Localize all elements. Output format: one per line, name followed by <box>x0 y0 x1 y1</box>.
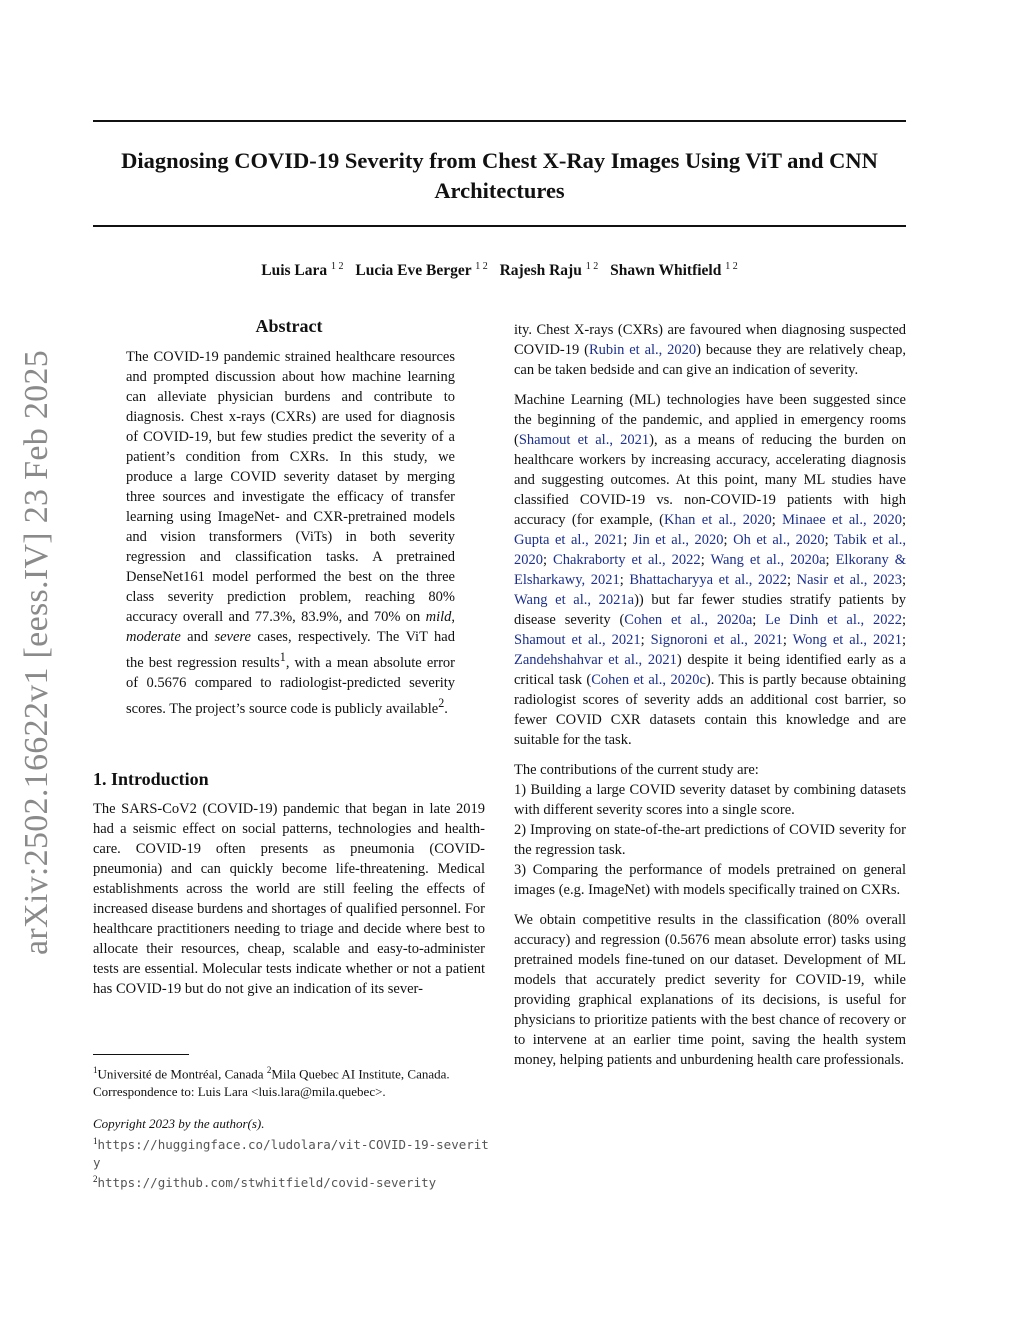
body-paragraph: ity. Chest X-rays (CXRs) are favoured when diagnosing suspected COVID-19 (Rubin et al., 2020) because they are relatively cheap, can be taken bedside and can give an indication of severity. <box>514 322 906 378</box>
citation-link[interactable]: Cohen et al., 2020c <box>591 672 706 688</box>
body-paragraph: Machine Learning (ML) technologies have been suggested since the beginning of the pandemic, and applied in emergency rooms (Shamout et al., 2021), as a means of reducing the burden on healthcare workers by increasing accuracy, accelerating diagnosis and suggesting outcomes. At this point, many ML studies have classified COVID-19 vs. non-COVID-19 patients with high accuracy (for example, (Khan et al., 2020; Minaee et al., 2020; Gupta et al., 2021; Jin et al., 2020; Oh et al., 2020; Tabik et al., 2020; Chakraborty et al., 2022; Wang et al., 2020a; Elkorany & Elsharkawy, 2021; Bhattacharyya et al., 2022; Nasir et al., 2023; Wang et al., 2021a)) but far fewer studies stratify patients by disease severity (Cohen et al., 2020a; Le Dinh et al., 2022; Shamout et al., 2021; Signoroni et al., 2021; Wong et al., 2021; Zandehshahvar et al., 2021) despite it being identified early as a critical task (Cohen et al., 2020c). This is partly because obtaining radiologist scores of severity adds an additional cost barrier, so fewer COVID CXR datasets contain this knowledge and are suitable for the task. <box>514 392 907 748</box>
arxiv-identifier-stamp: arXiv:2502.16622v1 [eess.IV] 23 Feb 2025 <box>18 349 55 955</box>
author <box>610 261 738 280</box>
abstract-heading: Abstract <box>255 316 323 336</box>
citation-link[interactable]: Cohen et al., 2020a <box>624 612 753 628</box>
footnote-marker: 2 <box>438 695 445 710</box>
contribution-item: 1) Building a large COVID severity dataset by combining datasets with different severity scores into a single score. <box>514 782 906 818</box>
citation-link[interactable]: Shamout et al., 2021 <box>518 432 650 448</box>
citation-link[interactable]: Tabik et al., 2020 <box>514 532 906 568</box>
footnote-marker: 1 <box>279 650 286 664</box>
citation-link[interactable]: Shamout et al., 2021 <box>514 632 641 648</box>
contribution-item: 2) Improving on state-of-the-art predictions of COVID severity for the regression task. <box>514 822 906 858</box>
author-name: Lucia Eve Berger <box>355 262 472 280</box>
citation-link[interactable]: Wong et al., 2021 <box>792 632 902 648</box>
author-affiliation: 1 2 <box>475 261 488 272</box>
author-name: Rajesh Raju <box>499 262 582 280</box>
title-rule-top <box>93 120 906 122</box>
footnotes <box>93 1054 493 1192</box>
citation-link[interactable]: Nasir et al., 2023 <box>796 572 902 588</box>
footnote-url-huggingface[interactable]: $^1$https://huggingface.co/ludolara/vit-COVID-19-severity <box>93 1136 489 1170</box>
section-heading-introduction: 1. Introduction <box>93 768 209 789</box>
citation-link[interactable]: Bhattacharyya et al., 2022 <box>629 572 788 588</box>
citation-link[interactable]: Rubin et al., 2020 <box>588 342 697 358</box>
contribution-item: 3) Comparing the performance of models pretrained on general images (e.g. ImageNet) with models specifically trained on CXRs. <box>514 862 906 898</box>
citation-link[interactable]: Jin et al., 2020 <box>632 532 724 548</box>
footnote-url-github[interactable]: $^2$https://github.com/stwhitfield/covid-severity <box>93 1174 437 1191</box>
introduction-paragraph: The SARS-CoV2 (COVID-19) pandemic that began in late 2019 had a seismic effect on social patterns, technologies and health-care. COVID-19 often presents as pneumonia (COVID-pneumonia) and can quickly become life-threatening. Medical establishments across the world are still feeling the effects of increased disease burdens and shortages of qualified personnel. For healthcare practitioners needing to triage and decide where best to allocate their resources, cheap, scalable and easy-to-administer tests are essential. Molecular tests indicate whether or not a patient has COVID-19 but do not give an indication of its sever- <box>93 800 485 997</box>
citation-link[interactable]: Oh et al., 2020 <box>733 532 825 548</box>
author-affiliation: 1 2 <box>725 261 738 272</box>
affiliation-footnote: $^1$Université de Montréal, Canada $^2$Mila Quebec AI Institute, Canada. Correspondence to: Luis Lara <luis.lara@mila.quebec>. <box>93 1065 450 1100</box>
citation-link[interactable]: Zandehshahvar et al., 2021 <box>514 652 677 668</box>
footnote-rule <box>93 1054 189 1055</box>
body-paragraph: We obtain competitive results in the classification (80% overall accuracy) and regression (0.5676 mean absolute error) tasks using pretrained models fine-tuned on our dataset. Development of ML models that accurately predict severity for COVID-19, while providing graphical explanations of its decisions, is useful for physicians to prioritize patients with the best chance of recovery or to intervene at an earlier time point, saving the health system money, helping patients and unburdening health care professionals. <box>514 912 906 1068</box>
citation-link[interactable]: Le Dinh et al., 2022 <box>765 612 902 628</box>
author-affiliation: 1 2 <box>585 261 599 272</box>
author-affiliation: 1 2 <box>331 261 344 272</box>
author <box>261 261 343 280</box>
citation-link[interactable]: Elkorany & Elsharkawy, 2021 <box>514 552 906 588</box>
citation-link[interactable]: Chakraborty et al., 2022 <box>553 552 701 568</box>
author-name: Luis Lara <box>261 262 328 280</box>
paper-title: Diagnosing COVID-19 Severity from Chest X-Ray Images Using ViT and CNN Architectures <box>121 148 878 203</box>
author-name: Shawn Whitfield <box>610 262 722 280</box>
author-list <box>93 261 906 280</box>
left-column <box>93 316 485 999</box>
copyright-notice: Copyright 2023 by the author(s). <box>93 1116 265 1132</box>
abstract-body: The COVID-19 pandemic strained healthcare resources and prompted discussion about how machine learning can alleviate physician burdens and contribute to diagnosis. Chest x-rays (CXRs) are used for diagnosis of COVID-19, but few studies predict the severity of a patient’s condition from CXRs. In this study, we produce a large COVID severity dataset by merging three sources and investigate the efficacy of transfer learning using ImageNet- and CXR-pretrained models and vision transformers (ViTs) in both severity regression and classification tasks. A pretrained DenseNet161 model performed the best on the three class severity prediction problem, reaching 80% accuracy overall and 77.3%, 83.9%, and 70% on mild, moderate and severe cases, respectively. The ViT had the best regression results$^1$, with a mean absolute error of 0.5676 compared to radiologist-predicted severity scores. The project’s source code is publicly available$^2$. <box>126 349 455 717</box>
citation-link[interactable]: Wang et al., 2021a <box>514 592 635 608</box>
title-rule-bottom <box>93 225 906 227</box>
citation-link[interactable]: Khan et al., 2020 <box>663 512 772 528</box>
citation-link[interactable]: Signoroni et al., 2021 <box>650 632 783 648</box>
citation-link[interactable]: Wang et al., 2020a <box>710 552 826 568</box>
contributions-intro: The contributions of the current study are: <box>514 762 759 778</box>
citation-link[interactable]: Minaee et al., 2020 <box>782 512 902 528</box>
right-column <box>514 320 906 1080</box>
author <box>500 261 599 280</box>
citation-link[interactable]: Gupta et al., 2021 <box>514 532 624 548</box>
author <box>355 261 487 280</box>
contributions-block <box>514 760 906 900</box>
